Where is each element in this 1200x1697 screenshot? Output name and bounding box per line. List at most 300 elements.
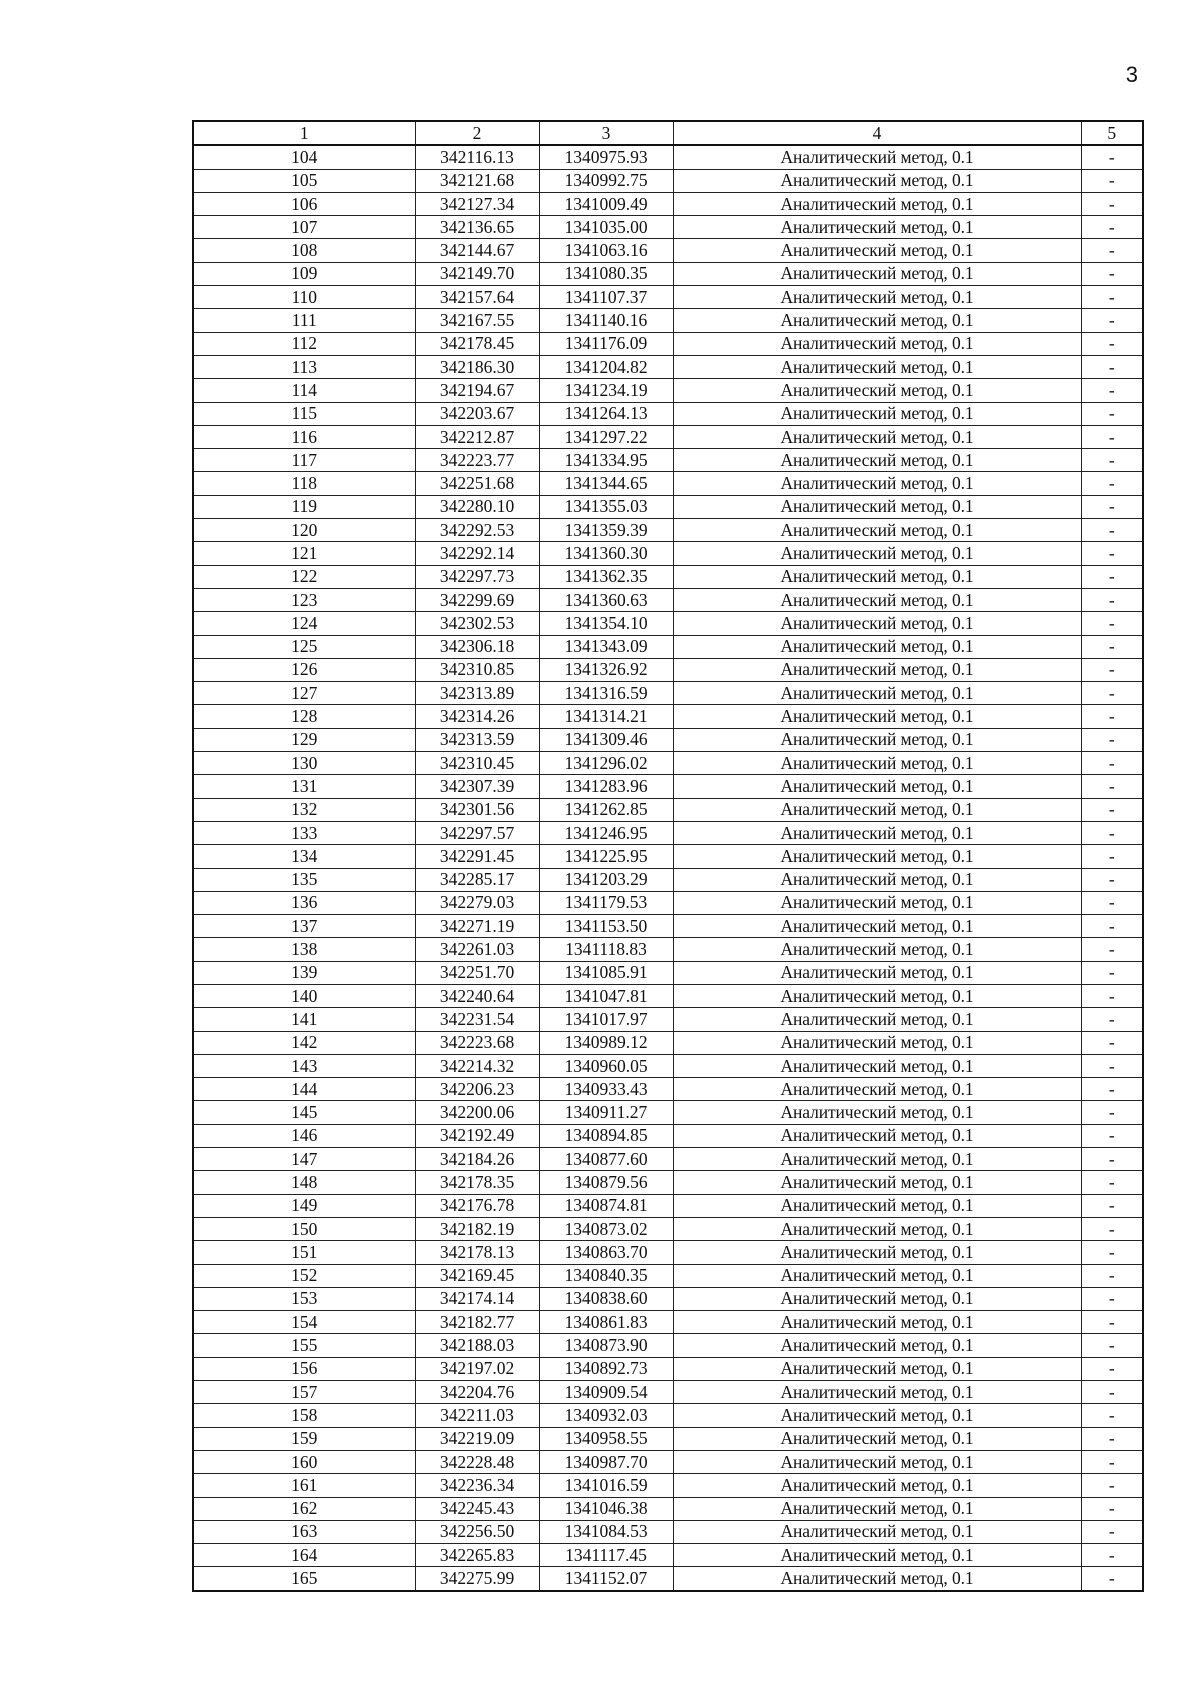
method-cell: Аналитический метод, 0.1 (673, 519, 1081, 542)
method-cell: Аналитический метод, 0.1 (673, 775, 1081, 798)
table-row (193, 821, 1143, 844)
table-row (193, 216, 1143, 239)
point-number-cell: 154 (193, 1311, 415, 1334)
table-row (193, 728, 1143, 751)
method-cell: Аналитический метод, 0.1 (673, 1311, 1081, 1334)
table-row (193, 845, 1143, 868)
method-cell: Аналитический метод, 0.1 (673, 798, 1081, 821)
method-cell: Аналитический метод, 0.1 (673, 379, 1081, 402)
method-cell: Аналитический метод, 0.1 (673, 682, 1081, 705)
x-coordinate-cell: 342275.99 (415, 1567, 539, 1591)
x-coordinate-cell: 342265.83 (415, 1544, 539, 1567)
table-row (193, 1427, 1143, 1450)
y-coordinate-cell: 1341140.16 (539, 309, 673, 332)
y-coordinate-cell: 1340861.83 (539, 1311, 673, 1334)
table-row (193, 1031, 1143, 1054)
header-cell-2: 2 (415, 121, 539, 145)
point-number-cell: 122 (193, 565, 415, 588)
x-coordinate-cell: 342310.85 (415, 658, 539, 681)
table-body (193, 145, 1143, 1590)
note-cell: - (1081, 1078, 1143, 1101)
note-cell: - (1081, 728, 1143, 751)
point-number-cell: 128 (193, 705, 415, 728)
point-number-cell: 130 (193, 752, 415, 775)
table-row (193, 1287, 1143, 1310)
x-coordinate-cell: 342285.17 (415, 868, 539, 891)
method-cell: Аналитический метод, 0.1 (673, 845, 1081, 868)
x-coordinate-cell: 342211.03 (415, 1404, 539, 1427)
x-coordinate-cell: 342176.78 (415, 1194, 539, 1217)
point-number-cell: 151 (193, 1241, 415, 1264)
y-coordinate-cell: 1341334.95 (539, 449, 673, 472)
x-coordinate-cell: 342310.45 (415, 752, 539, 775)
y-coordinate-cell: 1341314.21 (539, 705, 673, 728)
note-cell: - (1081, 1194, 1143, 1217)
y-coordinate-cell: 1341176.09 (539, 332, 673, 355)
table-row (193, 1264, 1143, 1287)
x-coordinate-cell: 342136.65 (415, 216, 539, 239)
x-coordinate-cell: 342251.70 (415, 961, 539, 984)
y-coordinate-cell: 1341063.16 (539, 239, 673, 262)
y-coordinate-cell: 1341354.10 (539, 612, 673, 635)
note-cell: - (1081, 286, 1143, 309)
table-row (193, 1497, 1143, 1520)
y-coordinate-cell: 1341264.13 (539, 402, 673, 425)
y-coordinate-cell: 1341118.83 (539, 938, 673, 961)
table-row (193, 1544, 1143, 1567)
method-cell: Аналитический метод, 0.1 (673, 286, 1081, 309)
x-coordinate-cell: 342236.34 (415, 1474, 539, 1497)
y-coordinate-cell: 1341085.91 (539, 961, 673, 984)
point-number-cell: 129 (193, 728, 415, 751)
point-number-cell: 152 (193, 1264, 415, 1287)
note-cell: - (1081, 1287, 1143, 1310)
table-row (193, 705, 1143, 728)
point-number-cell: 105 (193, 169, 415, 192)
x-coordinate-cell: 342169.45 (415, 1264, 539, 1287)
table-row (193, 798, 1143, 821)
method-cell: Аналитический метод, 0.1 (673, 705, 1081, 728)
table-row (193, 1520, 1143, 1543)
note-cell: - (1081, 519, 1143, 542)
table-row (193, 612, 1143, 635)
method-cell: Аналитический метод, 0.1 (673, 1474, 1081, 1497)
note-cell: - (1081, 705, 1143, 728)
point-number-cell: 115 (193, 402, 415, 425)
y-coordinate-cell: 1340960.05 (539, 1054, 673, 1077)
x-coordinate-cell: 342251.68 (415, 472, 539, 495)
y-coordinate-cell: 1341234.19 (539, 379, 673, 402)
point-number-cell: 163 (193, 1520, 415, 1543)
y-coordinate-cell: 1341084.53 (539, 1520, 673, 1543)
point-number-cell: 135 (193, 868, 415, 891)
point-number-cell: 145 (193, 1101, 415, 1124)
note-cell: - (1081, 495, 1143, 518)
point-number-cell: 132 (193, 798, 415, 821)
point-number-cell: 156 (193, 1357, 415, 1380)
header-cell-5: 5 (1081, 121, 1143, 145)
x-coordinate-cell: 342144.67 (415, 239, 539, 262)
method-cell: Аналитический метод, 0.1 (673, 542, 1081, 565)
method-cell: Аналитический метод, 0.1 (673, 239, 1081, 262)
table-row (193, 355, 1143, 378)
note-cell: - (1081, 961, 1143, 984)
point-number-cell: 155 (193, 1334, 415, 1357)
method-cell: Аналитический метод, 0.1 (673, 1497, 1081, 1520)
note-cell: - (1081, 1497, 1143, 1520)
table-row (193, 961, 1143, 984)
y-coordinate-cell: 1341262.85 (539, 798, 673, 821)
point-number-cell: 126 (193, 658, 415, 681)
point-number-cell: 104 (193, 145, 415, 169)
method-cell: Аналитический метод, 0.1 (673, 449, 1081, 472)
x-coordinate-cell: 342256.50 (415, 1520, 539, 1543)
x-coordinate-cell: 342184.26 (415, 1148, 539, 1171)
method-cell: Аналитический метод, 0.1 (673, 752, 1081, 775)
x-coordinate-cell: 342231.54 (415, 1008, 539, 1031)
note-cell: - (1081, 1148, 1143, 1171)
method-cell: Аналитический метод, 0.1 (673, 495, 1081, 518)
x-coordinate-cell: 342188.03 (415, 1334, 539, 1357)
x-coordinate-cell: 342178.13 (415, 1241, 539, 1264)
y-coordinate-cell: 1341297.22 (539, 425, 673, 448)
method-cell: Аналитический метод, 0.1 (673, 1520, 1081, 1543)
note-cell: - (1081, 1404, 1143, 1427)
method-cell: Аналитический метод, 0.1 (673, 472, 1081, 495)
point-number-cell: 158 (193, 1404, 415, 1427)
table-row (193, 425, 1143, 448)
method-cell: Аналитический метод, 0.1 (673, 1054, 1081, 1077)
note-cell: - (1081, 145, 1143, 169)
method-cell: Аналитический метод, 0.1 (673, 565, 1081, 588)
y-coordinate-cell: 1341179.53 (539, 891, 673, 914)
method-cell: Аналитический метод, 0.1 (673, 1567, 1081, 1591)
note-cell: - (1081, 658, 1143, 681)
table-row (193, 286, 1143, 309)
table-row (193, 1008, 1143, 1031)
x-coordinate-cell: 342203.67 (415, 402, 539, 425)
note-cell: - (1081, 262, 1143, 285)
y-coordinate-cell: 1340958.55 (539, 1427, 673, 1450)
table-row (193, 1311, 1143, 1334)
table-row (193, 379, 1143, 402)
x-coordinate-cell: 342301.56 (415, 798, 539, 821)
method-cell: Аналитический метод, 0.1 (673, 612, 1081, 635)
method-cell: Аналитический метод, 0.1 (673, 1031, 1081, 1054)
point-number-cell: 127 (193, 682, 415, 705)
point-number-cell: 164 (193, 1544, 415, 1567)
x-coordinate-cell: 342261.03 (415, 938, 539, 961)
method-cell: Аналитический метод, 0.1 (673, 1381, 1081, 1404)
note-cell: - (1081, 775, 1143, 798)
table-row (193, 309, 1143, 332)
table-row (193, 1078, 1143, 1101)
method-cell: Аналитический метод, 0.1 (673, 961, 1081, 984)
method-cell: Аналитический метод, 0.1 (673, 938, 1081, 961)
y-coordinate-cell: 1340892.73 (539, 1357, 673, 1380)
note-cell: - (1081, 332, 1143, 355)
y-coordinate-cell: 1341309.46 (539, 728, 673, 751)
table-row (193, 1381, 1143, 1404)
table-header (193, 121, 1143, 145)
page-number: 3 (1125, 62, 1138, 87)
x-coordinate-cell: 342223.68 (415, 1031, 539, 1054)
note-cell: - (1081, 216, 1143, 239)
table-row (193, 1241, 1143, 1264)
note-cell: - (1081, 1381, 1143, 1404)
x-coordinate-cell: 342292.53 (415, 519, 539, 542)
coordinates-table (192, 120, 1144, 1592)
note-cell: - (1081, 449, 1143, 472)
table-row (193, 1474, 1143, 1497)
method-cell: Аналитический метод, 0.1 (673, 868, 1081, 891)
x-coordinate-cell: 342121.68 (415, 169, 539, 192)
table-row (193, 565, 1143, 588)
method-cell: Аналитический метод, 0.1 (673, 1241, 1081, 1264)
point-number-cell: 107 (193, 216, 415, 239)
point-number-cell: 142 (193, 1031, 415, 1054)
method-cell: Аналитический метод, 0.1 (673, 658, 1081, 681)
y-coordinate-cell: 1341009.49 (539, 192, 673, 215)
y-coordinate-cell: 1341017.97 (539, 1008, 673, 1031)
x-coordinate-cell: 342291.45 (415, 845, 539, 868)
table-row (193, 1404, 1143, 1427)
method-cell: Аналитический метод, 0.1 (673, 1008, 1081, 1031)
x-coordinate-cell: 342116.13 (415, 145, 539, 169)
point-number-cell: 114 (193, 379, 415, 402)
point-number-cell: 125 (193, 635, 415, 658)
method-cell: Аналитический метод, 0.1 (673, 1124, 1081, 1147)
note-cell: - (1081, 355, 1143, 378)
note-cell: - (1081, 379, 1143, 402)
x-coordinate-cell: 342219.09 (415, 1427, 539, 1450)
point-number-cell: 160 (193, 1450, 415, 1473)
table-row (193, 984, 1143, 1007)
y-coordinate-cell: 1340873.90 (539, 1334, 673, 1357)
y-coordinate-cell: 1341359.39 (539, 519, 673, 542)
x-coordinate-cell: 342149.70 (415, 262, 539, 285)
point-number-cell: 110 (193, 286, 415, 309)
note-cell: - (1081, 425, 1143, 448)
table-row (193, 1171, 1143, 1194)
point-number-cell: 141 (193, 1008, 415, 1031)
x-coordinate-cell: 342302.53 (415, 612, 539, 635)
x-coordinate-cell: 342306.18 (415, 635, 539, 658)
x-coordinate-cell: 342307.39 (415, 775, 539, 798)
table-row (193, 1194, 1143, 1217)
note-cell: - (1081, 309, 1143, 332)
y-coordinate-cell: 1341046.38 (539, 1497, 673, 1520)
note-cell: - (1081, 565, 1143, 588)
point-number-cell: 106 (193, 192, 415, 215)
header-row (193, 121, 1143, 145)
x-coordinate-cell: 342178.45 (415, 332, 539, 355)
y-coordinate-cell: 1341080.35 (539, 262, 673, 285)
table-row (193, 495, 1143, 518)
note-cell: - (1081, 239, 1143, 262)
table-row (193, 192, 1143, 215)
y-coordinate-cell: 1340911.27 (539, 1101, 673, 1124)
x-coordinate-cell: 342174.14 (415, 1287, 539, 1310)
point-number-cell: 117 (193, 449, 415, 472)
point-number-cell: 159 (193, 1427, 415, 1450)
note-cell: - (1081, 938, 1143, 961)
point-number-cell: 150 (193, 1217, 415, 1240)
table-row (193, 938, 1143, 961)
x-coordinate-cell: 342204.76 (415, 1381, 539, 1404)
note-cell: - (1081, 868, 1143, 891)
point-number-cell: 138 (193, 938, 415, 961)
note-cell: - (1081, 402, 1143, 425)
y-coordinate-cell: 1341360.63 (539, 588, 673, 611)
note-cell: - (1081, 682, 1143, 705)
note-cell: - (1081, 1217, 1143, 1240)
method-cell: Аналитический метод, 0.1 (673, 1427, 1081, 1450)
note-cell: - (1081, 1124, 1143, 1147)
y-coordinate-cell: 1341362.35 (539, 565, 673, 588)
method-cell: Аналитический метод, 0.1 (673, 332, 1081, 355)
note-cell: - (1081, 1008, 1143, 1031)
y-coordinate-cell: 1341316.59 (539, 682, 673, 705)
table-row (193, 1217, 1143, 1240)
method-cell: Аналитический метод, 0.1 (673, 821, 1081, 844)
point-number-cell: 162 (193, 1497, 415, 1520)
method-cell: Аналитический метод, 0.1 (673, 169, 1081, 192)
note-cell: - (1081, 891, 1143, 914)
table-row (193, 915, 1143, 938)
table-row (193, 519, 1143, 542)
table-row (193, 1450, 1143, 1473)
method-cell: Аналитический метод, 0.1 (673, 1287, 1081, 1310)
y-coordinate-cell: 1340987.70 (539, 1450, 673, 1473)
note-cell: - (1081, 1311, 1143, 1334)
point-number-cell: 153 (193, 1287, 415, 1310)
note-cell: - (1081, 1427, 1143, 1450)
table-row (193, 1124, 1143, 1147)
x-coordinate-cell: 342167.55 (415, 309, 539, 332)
method-cell: Аналитический метод, 0.1 (673, 425, 1081, 448)
point-number-cell: 120 (193, 519, 415, 542)
table-row (193, 891, 1143, 914)
table-row (193, 658, 1143, 681)
note-cell: - (1081, 1334, 1143, 1357)
method-cell: Аналитический метод, 0.1 (673, 192, 1081, 215)
method-cell: Аналитический метод, 0.1 (673, 1101, 1081, 1124)
point-number-cell: 148 (193, 1171, 415, 1194)
x-coordinate-cell: 342223.77 (415, 449, 539, 472)
y-coordinate-cell: 1340975.93 (539, 145, 673, 169)
note-cell: - (1081, 612, 1143, 635)
x-coordinate-cell: 342313.89 (415, 682, 539, 705)
x-coordinate-cell: 342313.59 (415, 728, 539, 751)
x-coordinate-cell: 342182.19 (415, 1217, 539, 1240)
note-cell: - (1081, 192, 1143, 215)
y-coordinate-cell: 1341107.37 (539, 286, 673, 309)
point-number-cell: 112 (193, 332, 415, 355)
point-number-cell: 146 (193, 1124, 415, 1147)
note-cell: - (1081, 845, 1143, 868)
point-number-cell: 165 (193, 1567, 415, 1591)
x-coordinate-cell: 342178.35 (415, 1171, 539, 1194)
method-cell: Аналитический метод, 0.1 (673, 402, 1081, 425)
table-row (193, 449, 1143, 472)
y-coordinate-cell: 1341035.00 (539, 216, 673, 239)
y-coordinate-cell: 1340873.02 (539, 1217, 673, 1240)
point-number-cell: 119 (193, 495, 415, 518)
y-coordinate-cell: 1341204.82 (539, 355, 673, 378)
table-row (193, 1334, 1143, 1357)
note-cell: - (1081, 1054, 1143, 1077)
y-coordinate-cell: 1341016.59 (539, 1474, 673, 1497)
x-coordinate-cell: 342297.73 (415, 565, 539, 588)
x-coordinate-cell: 342314.26 (415, 705, 539, 728)
table-row (193, 1357, 1143, 1380)
point-number-cell: 109 (193, 262, 415, 285)
point-number-cell: 108 (193, 239, 415, 262)
table-row (193, 1567, 1143, 1591)
point-number-cell: 113 (193, 355, 415, 378)
method-cell: Аналитический метод, 0.1 (673, 262, 1081, 285)
point-number-cell: 111 (193, 309, 415, 332)
header-cell-3: 3 (539, 121, 673, 145)
x-coordinate-cell: 342206.23 (415, 1078, 539, 1101)
x-coordinate-cell: 342194.67 (415, 379, 539, 402)
method-cell: Аналитический метод, 0.1 (673, 1357, 1081, 1380)
x-coordinate-cell: 342200.06 (415, 1101, 539, 1124)
method-cell: Аналитический метод, 0.1 (673, 1404, 1081, 1427)
table-row (193, 1054, 1143, 1077)
table-row (193, 402, 1143, 425)
y-coordinate-cell: 1340992.75 (539, 169, 673, 192)
method-cell: Аналитический метод, 0.1 (673, 1264, 1081, 1287)
method-cell: Аналитический метод, 0.1 (673, 355, 1081, 378)
method-cell: Аналитический метод, 0.1 (673, 1217, 1081, 1240)
x-coordinate-cell: 342197.02 (415, 1357, 539, 1380)
y-coordinate-cell: 1341355.03 (539, 495, 673, 518)
y-coordinate-cell: 1341153.50 (539, 915, 673, 938)
x-coordinate-cell: 342292.14 (415, 542, 539, 565)
x-coordinate-cell: 342182.77 (415, 1311, 539, 1334)
point-number-cell: 118 (193, 472, 415, 495)
note-cell: - (1081, 1474, 1143, 1497)
method-cell: Аналитический метод, 0.1 (673, 145, 1081, 169)
method-cell: Аналитический метод, 0.1 (673, 1544, 1081, 1567)
point-number-cell: 143 (193, 1054, 415, 1077)
y-coordinate-cell: 1341117.45 (539, 1544, 673, 1567)
y-coordinate-cell: 1341360.30 (539, 542, 673, 565)
note-cell: - (1081, 984, 1143, 1007)
point-number-cell: 147 (193, 1148, 415, 1171)
method-cell: Аналитический метод, 0.1 (673, 1171, 1081, 1194)
table-row (193, 752, 1143, 775)
y-coordinate-cell: 1340838.60 (539, 1287, 673, 1310)
y-coordinate-cell: 1341283.96 (539, 775, 673, 798)
method-cell: Аналитический метод, 0.1 (673, 1194, 1081, 1217)
x-coordinate-cell: 342214.32 (415, 1054, 539, 1077)
table-row (193, 262, 1143, 285)
point-number-cell: 124 (193, 612, 415, 635)
x-coordinate-cell: 342212.87 (415, 425, 539, 448)
table-row (193, 868, 1143, 891)
point-number-cell: 137 (193, 915, 415, 938)
table-row (193, 1148, 1143, 1171)
table-row (193, 169, 1143, 192)
note-cell: - (1081, 1031, 1143, 1054)
table-row (193, 239, 1143, 262)
method-cell: Аналитический метод, 0.1 (673, 891, 1081, 914)
method-cell: Аналитический метод, 0.1 (673, 588, 1081, 611)
note-cell: - (1081, 1171, 1143, 1194)
